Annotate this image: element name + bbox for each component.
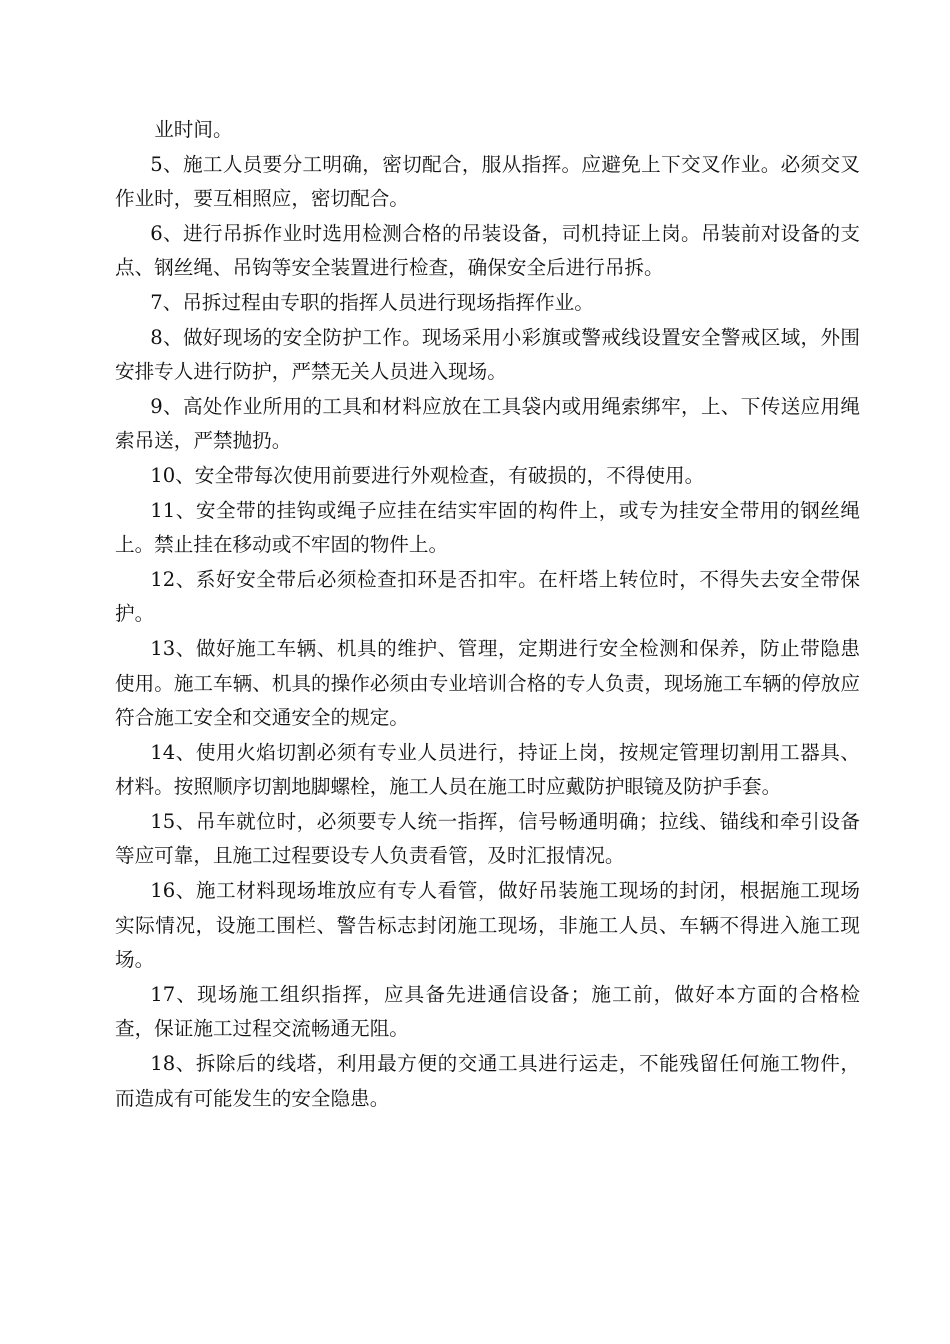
paragraph-item-17: 17、现场施工组织指挥，应具备先进通信设备；施工前，做好本方面的合格检查，保证施工过程交流畅通无阻。: [115, 982, 860, 1041]
paragraph-item-16: 16、施工材料现场堆放应有专人看管，做好吊装施工现场的封闭，根据施工现场实际情况，设施工围栏、警告标志封闭施工现场，非施工人员、车辆不得进入施工现场。: [115, 879, 860, 972]
paragraph-item-6: 6、进行吊拆作业时选用检测合格的吊装设备，司机持证上岗。吊装前对设备的支点、钢丝绳、吊钩等安全装置进行检查，确保安全后进行吊拆。: [115, 221, 860, 280]
paragraph-item-14: 14、使用火焰切割必须有专业人员进行，持证上岗，按规定管理切割用工器具、材料。按照顺序切割地脚螺栓，施工人员在施工时应戴防护眼镜及防护手套。: [115, 740, 860, 799]
paragraph-item-5: 5、施工人员要分工明确，密切配合，服从指挥。应避免上下交叉作业。必须交叉作业时，要互相照应，密切配合。: [115, 152, 860, 211]
paragraph-item-12: 12、系好安全带后必须检查扣环是否扣牢。在杆塔上转位时，不得失去安全带保护。: [115, 567, 860, 626]
paragraph-item-10: 10、安全带每次使用前要进行外观检查，有破损的，不得使用。: [150, 463, 705, 487]
paragraph-item-8: 8、做好现场的安全防护工作。现场采用小彩旗或警戒线设置安全警戒区域，外围安排专人进行防护，严禁无关人员进入现场。: [115, 325, 860, 384]
paragraph-item-7: 7、吊拆过程由专职的指挥人员进行现场指挥作业。: [150, 290, 594, 314]
paragraph-item-18: 18、拆除后的线塔，利用最方便的交通工具进行运走，不能残留任何施工物件，而造成有可能发生的安全隐患。: [115, 1052, 860, 1110]
paragraph-continued: 业时间。: [154, 118, 233, 141]
paragraph-item-15: 15、吊车就位时，必须要专人统一指挥，信号畅通明确；拉线、锚线和牵引设备等应可靠，且施工过程要设专人负责看管，及时汇报情况。: [115, 809, 860, 868]
paragraph-item-9: 9、高处作业所用的工具和材料应放在工具袋内或用绳索绑牢，上、下传送应用绳索吊送，严禁抛扔。: [115, 394, 860, 453]
document-page: [115, 113, 860, 1116]
paragraph-item-13: 13、做好施工车辆、机具的维护、管理，定期进行安全检测和保养，防止带隐患使用。施工车辆、机具的操作必须由专业培训合格的专人负责，现场施工车辆的停放应符合施工安全和交通安全的规定。: [115, 636, 860, 730]
paragraph-item-11: 11、安全带的挂钩或绳子应挂在结实牢固的构件上，或专为挂安全带用的钢丝绳上。禁止挂在移动或不牢固的物件上。: [115, 498, 860, 557]
